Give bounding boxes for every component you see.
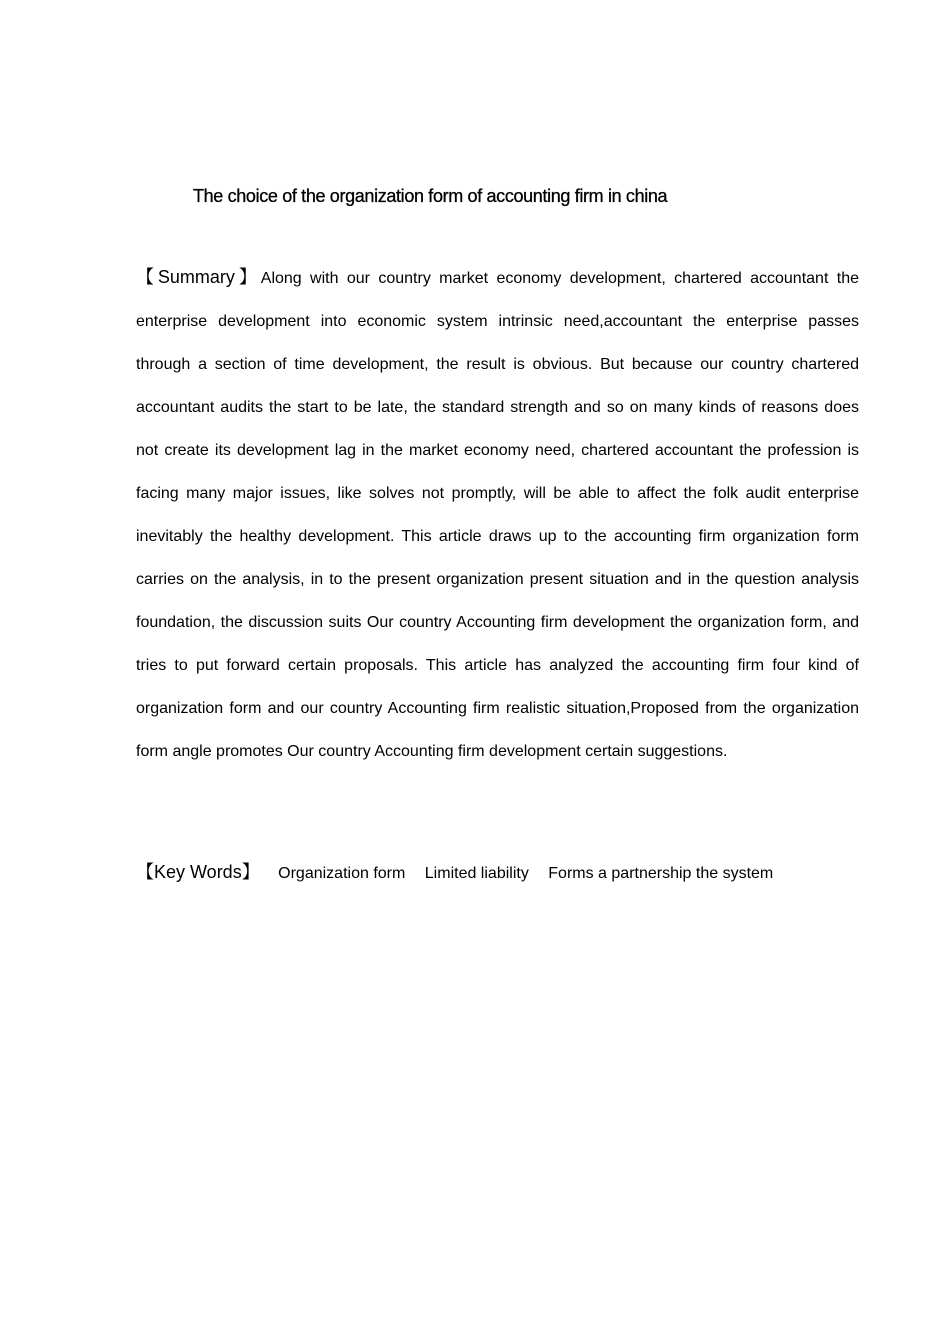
- summary-text: Along with our country market economy development, chartered accountant the enterprise development into economic system intrinsic need,accountant the enterprise passes through a section of time development, the result is obvious. But because our country chartered accountant audits the start to be late, the standard strength and so on many kinds of reasons does not create its development lag in the market economy need, chartered accountant the profession is facing many major issues, like solves not promptly, will be able to affect the folk audit enterprise inevitably the healthy development. This article draws up to the accounting firm organization form carries on the analysis, in to the present organization present situation and in the question analysis foundation, the discussion suits Our country Accounting firm development the organization form, and tries to put forward certain proposals. This article has analyzed the accounting firm four kind of organization form and our country Accounting firm realistic situation,Proposed from the organization form angle promotes Our country Accounting firm development certain suggestions.: [136, 270, 859, 760]
- keyword-item: Forms a partnership the system: [548, 865, 774, 882]
- summary-paragraph: [136, 256, 859, 773]
- keyword-item: Limited liability: [424, 865, 529, 882]
- keywords-line: [136, 852, 788, 894]
- keywords-label: 【Key Words】: [136, 862, 260, 882]
- keyword-item: Organization form: [278, 865, 406, 882]
- summary-label: 【Summary】: [136, 267, 261, 287]
- document-title: The choice of the organization form of accounting firm in china: [193, 186, 668, 206]
